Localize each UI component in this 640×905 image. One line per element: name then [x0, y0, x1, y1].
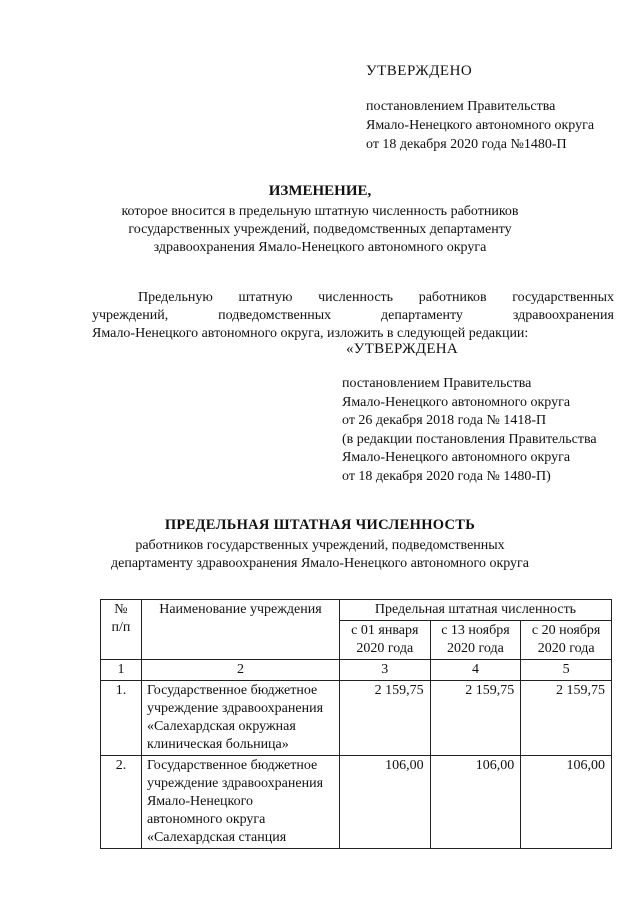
staff-value: 106,00 — [339, 756, 430, 849]
column-number: 3 — [339, 660, 430, 681]
change-subtitle-line: здравоохранения Ямало-Ненецкого автономного округа — [153, 240, 487, 255]
institution-name-line: «Салехардская станция — [146, 830, 287, 845]
document-subtitle-line: департаменту здравоохранения Ямало-Ненецкого автономного округа — [110, 556, 530, 571]
institution-name-line: «Салехардская окружная — [146, 719, 296, 734]
row-number: 1. — [101, 681, 142, 756]
paragraph-line — [92, 307, 614, 325]
header-date-line: с 13 ноября — [441, 623, 510, 638]
change-subtitle-line: которое вносится в предельную штатную численность работников — [121, 204, 519, 219]
column-number: 2 — [141, 660, 339, 681]
inner-approval-line: Ямало-Ненецкого автономного округа — [342, 394, 571, 410]
header-date-col — [430, 621, 521, 660]
institution-name-line: учреждение здравоохранения — [146, 776, 324, 791]
institution-name-line: Государственное бюджетное — [146, 683, 318, 698]
inner-approval-line: постановлением Правительства — [342, 376, 532, 391]
inner-approval-block — [342, 375, 597, 486]
approval-line: от 18 декабря 2020 года №1480-П — [366, 137, 567, 152]
header-date-line: 2020 года — [537, 641, 595, 656]
inner-approval-line: от 26 декабря 2018 года № 1418-П — [342, 413, 547, 428]
institution-name — [141, 756, 339, 849]
paragraph-word: штатную — [238, 290, 293, 305]
header-date-line: с 20 ноября — [531, 623, 601, 638]
table-row — [101, 756, 612, 849]
staff-value: 106,00 — [430, 756, 521, 849]
staff-limit-table — [100, 599, 612, 849]
amendment-paragraph — [92, 289, 614, 343]
paragraph-word: Предельную — [138, 290, 213, 305]
staff-value: 2 159,75 — [521, 681, 612, 756]
header-date-line: 2020 года — [356, 641, 414, 656]
institution-name-line: Государственное бюджетное — [146, 758, 318, 773]
table-header-row — [101, 600, 612, 621]
header-institution-name: Наименование учреждения — [141, 600, 339, 660]
column-number: 1 — [101, 660, 142, 681]
header-date-line: 2020 года — [447, 641, 504, 656]
column-numbers-row — [101, 660, 612, 681]
institution-name-line: Ямало-Ненецкого — [146, 794, 254, 809]
inner-approval-line: (в редакции постановления Правительства — [342, 431, 597, 447]
table-row — [101, 681, 612, 756]
inner-approval-title: «УТВЕРЖДЕНА — [346, 341, 459, 357]
paragraph-word: учреждений, — [92, 308, 169, 323]
paragraph-word: подведомственных — [218, 308, 332, 323]
paragraph-text: Ямало-Ненецкого автономного округа, изложить в следующей редакции: — [92, 326, 529, 341]
paragraph-word: государственных — [512, 290, 614, 305]
approval-block — [366, 97, 594, 154]
paragraph-word: здравоохранения — [512, 308, 614, 323]
institution-name-line: клиническая больница» — [146, 737, 289, 752]
inner-approval-line: от 18 декабря 2020 года № 1480-П) — [342, 468, 551, 484]
paragraph-word: численность — [318, 290, 394, 305]
document-title: ПРЕДЕЛЬНАЯ ШТАТНАЯ ЧИСЛЕННОСТЬ — [164, 517, 476, 533]
header-number-line: № — [114, 602, 128, 617]
inner-approval-line: Ямало-Ненецкого автономного округа — [342, 450, 571, 465]
change-title: ИЗМЕНЕНИЕ, — [268, 183, 372, 199]
change-subtitle — [0, 203, 640, 257]
approval-line: Ямало-Ненецкого автономного округа — [366, 118, 595, 133]
approval-line: постановлением Правительства — [366, 99, 556, 114]
document-subtitle — [0, 537, 640, 573]
change-subtitle-line: государственных учреждений, подведомственных департаменту — [128, 222, 512, 237]
header-date-col — [521, 621, 612, 660]
column-number: 4 — [430, 660, 521, 681]
institution-name — [141, 681, 339, 756]
header-date-line: с 01 января — [351, 623, 419, 638]
staff-value: 2 159,75 — [430, 681, 521, 756]
header-number — [101, 600, 142, 660]
approval-stamp-title: УТВЕРЖДЕНО — [366, 63, 473, 79]
header-number-line: п/п — [111, 620, 131, 635]
paragraph-word: департаменту — [381, 308, 463, 323]
document-subtitle-line: работников государственных учреждений, подведомственных — [135, 538, 505, 553]
column-number: 5 — [521, 660, 612, 681]
header-date-col — [339, 621, 430, 660]
institution-name-line: автономного округа — [146, 812, 266, 827]
paragraph-line — [96, 289, 614, 307]
paragraph-word: работников — [418, 290, 487, 305]
row-number: 2. — [101, 756, 142, 849]
staff-value: 106,00 — [521, 756, 612, 849]
institution-name-line: учреждение здравоохранения — [146, 701, 324, 716]
staff-value: 2 159,75 — [339, 681, 430, 756]
header-staff-limit-group: Предельная штатная численность — [339, 600, 611, 621]
